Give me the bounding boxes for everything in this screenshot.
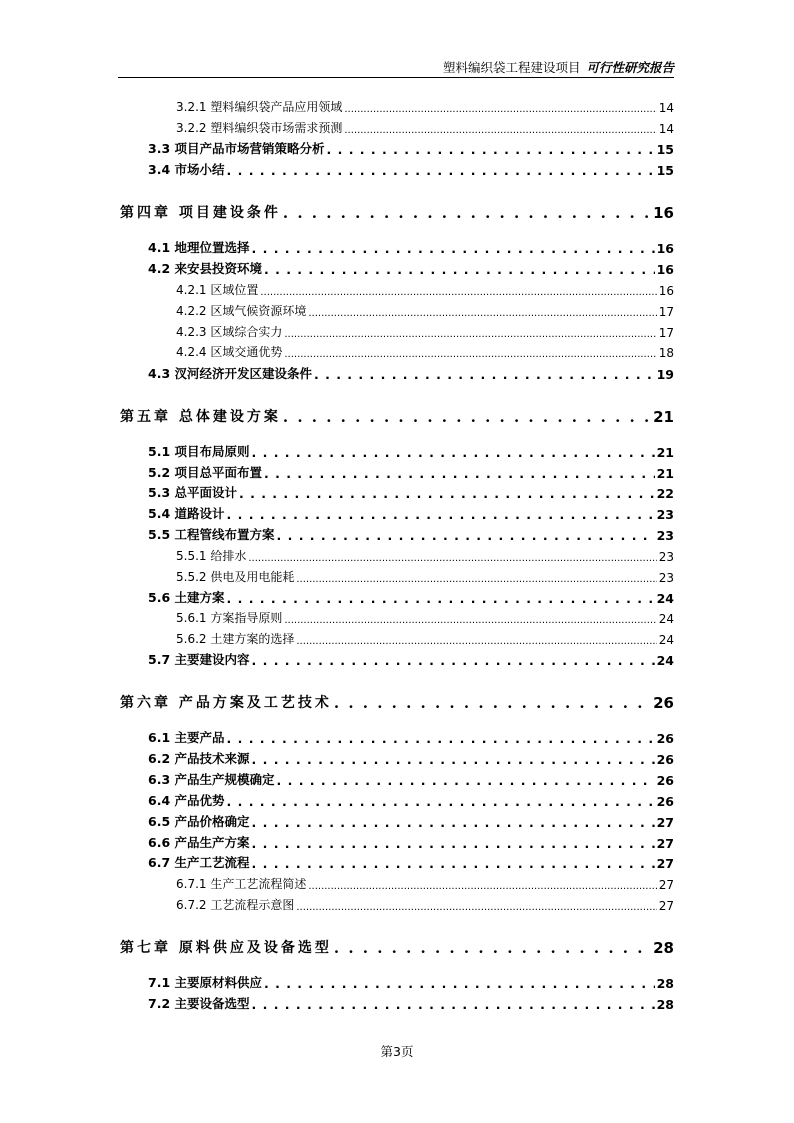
toc-dot-leader (252, 445, 655, 460)
toc-entry-label: 5.5 工程管线布置方案 (148, 527, 275, 542)
toc-entry-page: 16 (653, 204, 674, 222)
toc-entry-label: 3.4 市场小结 (148, 162, 225, 177)
toc-dot-leader (227, 794, 655, 809)
toc-dot-leader (252, 752, 655, 767)
toc-entry-label: 第六章 产品方案及工艺技术 (120, 695, 332, 711)
toc-entry-label: 第四章 项目建设条件 (120, 205, 281, 221)
toc-subsection-entry[interactable] (176, 629, 674, 647)
toc-dot-leader (296, 571, 656, 585)
toc-entry-label: 4.2 来安县投资环境 (148, 261, 262, 276)
toc-entry-page: 27 (658, 878, 674, 892)
toc-entry-label: 第七章 原料供应及设备选型 (120, 940, 332, 956)
toc-entry-label: 6.7.2 工艺流程示意图 (176, 898, 295, 912)
page-number: 第3页 (380, 1044, 414, 1059)
toc-dot-leader (283, 204, 651, 222)
toc-subsection-entry[interactable] (176, 546, 674, 564)
toc-section-entry[interactable] (148, 139, 674, 157)
toc-section-entry[interactable] (148, 525, 674, 543)
toc-entry-label: 3.3 项目产品市场营销策略分析 (148, 141, 325, 156)
toc-section-entry[interactable] (148, 770, 674, 788)
toc-subsection-entry[interactable] (176, 874, 674, 892)
toc-entry-label: 5.5.1 给排水 (176, 549, 247, 563)
toc-entry-page: 16 (656, 262, 674, 277)
toc-dot-leader (264, 262, 655, 277)
toc-dot-leader (227, 731, 655, 746)
toc-subsection-entry[interactable] (176, 97, 674, 115)
toc-dot-leader (252, 815, 655, 830)
toc-entry-label: 6.7.1 生产工艺流程简述 (176, 877, 307, 891)
toc-chapter-entry[interactable] (120, 200, 674, 222)
toc-entry-label: 4.2.3 区域综合实力 (176, 325, 283, 339)
header-title: 塑料编织袋工程建设项目 (442, 60, 581, 75)
toc-entry-label: 6.2 产品技术来源 (148, 751, 250, 766)
toc-dot-leader (334, 694, 651, 712)
toc-subsection-entry[interactable] (176, 342, 674, 360)
toc-dot-leader (264, 466, 655, 481)
toc-entry-page: 26 (653, 694, 674, 712)
toc-dot-leader (227, 507, 655, 522)
toc-dot-leader (252, 997, 655, 1012)
toc-section-entry[interactable] (148, 504, 674, 522)
toc-subsection-entry[interactable] (176, 567, 674, 585)
toc-entry-page: 24 (658, 612, 674, 626)
toc-entry-page: 23 (658, 571, 674, 585)
toc-entry-label: 3.2.1 塑料编织袋产品应用领域 (176, 100, 343, 114)
toc-dot-leader (248, 550, 656, 564)
toc-section-entry[interactable] (148, 442, 674, 460)
toc-section-entry[interactable] (148, 833, 674, 851)
toc-entry-page: 17 (658, 326, 674, 340)
toc-dot-leader (296, 899, 656, 913)
toc-entry-label: 5.4 道路设计 (148, 506, 225, 521)
toc-dot-leader (344, 122, 656, 136)
toc-entry-page: 27 (656, 836, 674, 851)
toc-entry-label: 5.7 主要建设内容 (148, 652, 250, 667)
toc-entry-label: 5.3 总平面设计 (148, 485, 237, 500)
toc-entry-label: 第五章 总体建设方案 (120, 409, 281, 425)
toc-entry-page: 26 (656, 773, 674, 788)
toc-entry-label: 6.5 产品价格确定 (148, 814, 250, 829)
toc-dot-leader (283, 408, 651, 426)
toc-entry-label: 5.1 项目布局原则 (148, 444, 250, 459)
toc-entry-page: 16 (656, 241, 674, 256)
toc-dot-leader (296, 633, 656, 647)
toc-section-entry[interactable] (148, 650, 674, 668)
toc-entry-label: 4.3 汊河经济开发区建设条件 (148, 366, 312, 381)
toc-dot-leader (239, 486, 655, 501)
toc-section-entry[interactable] (148, 791, 674, 809)
toc-entry-page: 19 (656, 367, 674, 382)
toc-entry-label: 6.3 产品生产规模确定 (148, 772, 275, 787)
toc-dot-leader (264, 976, 655, 991)
toc-dot-leader (284, 326, 656, 340)
header-rule (118, 77, 674, 78)
toc-dot-leader (252, 856, 655, 871)
toc-subsection-entry[interactable] (176, 118, 674, 136)
toc-entry-label: 7.2 主要设备选型 (148, 996, 250, 1011)
toc-entry-page: 17 (658, 305, 674, 319)
toc-entry-label: 6.1 主要产品 (148, 730, 225, 745)
toc-chapter-entry[interactable] (120, 404, 674, 426)
toc-entry-page: 23 (656, 528, 674, 543)
toc-dot-leader (252, 241, 655, 256)
toc-entry-page: 28 (656, 976, 674, 991)
toc-entry-label: 4.1 地理位置选择 (148, 240, 250, 255)
toc-subsection-entry[interactable] (176, 322, 674, 340)
toc-subsection-entry[interactable] (176, 280, 674, 298)
toc-entry-label: 5.6.2 土建方案的选择 (176, 632, 295, 646)
page-header (118, 58, 674, 76)
toc-dot-leader (284, 346, 656, 360)
toc-section-entry[interactable] (148, 749, 674, 767)
toc-entry-label: 4.2.2 区域气候资源环境 (176, 304, 307, 318)
toc-entry-page: 14 (658, 122, 674, 136)
toc-entry-page: 14 (658, 101, 674, 115)
toc-entry-page: 24 (658, 633, 674, 647)
toc-section-entry[interactable] (148, 973, 674, 991)
toc-dot-leader (327, 142, 655, 157)
toc-entry-page: 21 (653, 408, 674, 426)
toc-entry-page: 21 (656, 445, 674, 460)
toc-dot-leader (277, 528, 655, 543)
toc-entry-page: 24 (656, 591, 674, 606)
toc-section-entry[interactable] (148, 853, 674, 871)
toc-entry-label: 6.4 产品优势 (148, 793, 225, 808)
toc-entry-label: 5.2 项目总平面布置 (148, 465, 262, 480)
toc-section-entry[interactable] (148, 812, 674, 830)
toc-dot-leader (334, 939, 651, 957)
toc-subsection-entry[interactable] (176, 301, 674, 319)
toc-entry-page: 26 (656, 731, 674, 746)
toc-entry-page: 15 (656, 142, 674, 157)
toc-entry-page: 27 (658, 899, 674, 913)
toc-entry-label: 4.2.1 区域位置 (176, 283, 259, 297)
toc-entry-page: 23 (656, 507, 674, 522)
toc-entry-label: 3.2.2 塑料编织袋市场需求预测 (176, 121, 343, 135)
toc-entry-label: 5.5.2 供电及用电能耗 (176, 570, 295, 584)
toc-dot-leader (252, 653, 655, 668)
toc-dot-leader (227, 163, 655, 178)
toc-entry-label: 4.2.4 区域交通优势 (176, 345, 283, 359)
toc-section-entry[interactable] (148, 483, 674, 501)
toc-entry-page: 26 (656, 752, 674, 767)
toc-dot-leader (260, 284, 656, 298)
toc-section-entry[interactable] (148, 364, 674, 382)
toc-entry-label: 5.6 土建方案 (148, 590, 225, 605)
toc-entry-label: 7.1 主要原材料供应 (148, 975, 262, 990)
toc-entry-page: 28 (656, 997, 674, 1012)
toc-entry-page: 21 (656, 466, 674, 481)
toc-entry-page: 26 (656, 794, 674, 809)
toc-dot-leader (314, 367, 655, 382)
toc-section-entry[interactable] (148, 238, 674, 256)
toc-section-entry[interactable] (148, 588, 674, 606)
toc-entry-label: 5.6.1 方案指导原则 (176, 611, 283, 625)
toc-entry-label: 6.7 生产工艺流程 (148, 855, 250, 870)
toc-subsection-entry[interactable] (176, 608, 674, 626)
toc-entry-page: 23 (658, 550, 674, 564)
toc-dot-leader (344, 101, 656, 115)
toc-entry-page: 15 (656, 163, 674, 178)
header-subtitle: 可行性研究报告 (586, 60, 674, 75)
toc-section-entry[interactable] (148, 994, 674, 1012)
toc-dot-leader (284, 612, 656, 626)
toc-dot-leader (252, 836, 655, 851)
toc-entry-page: 27 (656, 856, 674, 871)
toc-subsection-entry[interactable] (176, 895, 674, 913)
toc-entry-page: 22 (656, 486, 674, 501)
toc-dot-leader (227, 591, 655, 606)
toc-chapter-entry[interactable] (120, 690, 674, 712)
toc-section-entry[interactable] (148, 160, 674, 178)
toc-entry-page: 16 (658, 284, 674, 298)
toc-entry-page: 27 (656, 815, 674, 830)
toc-dot-leader (308, 878, 656, 892)
toc-section-entry[interactable] (148, 259, 674, 277)
toc-entry-page: 18 (658, 346, 674, 360)
toc-section-entry[interactable] (148, 728, 674, 746)
toc-dot-leader (308, 305, 656, 319)
toc-entry-page: 28 (653, 939, 674, 957)
toc-dot-leader (277, 773, 655, 788)
toc-entry-page: 24 (656, 653, 674, 668)
toc-entry-label: 6.6 产品生产方案 (148, 835, 250, 850)
toc-section-entry[interactable] (148, 463, 674, 481)
toc-chapter-entry[interactable] (120, 935, 674, 957)
